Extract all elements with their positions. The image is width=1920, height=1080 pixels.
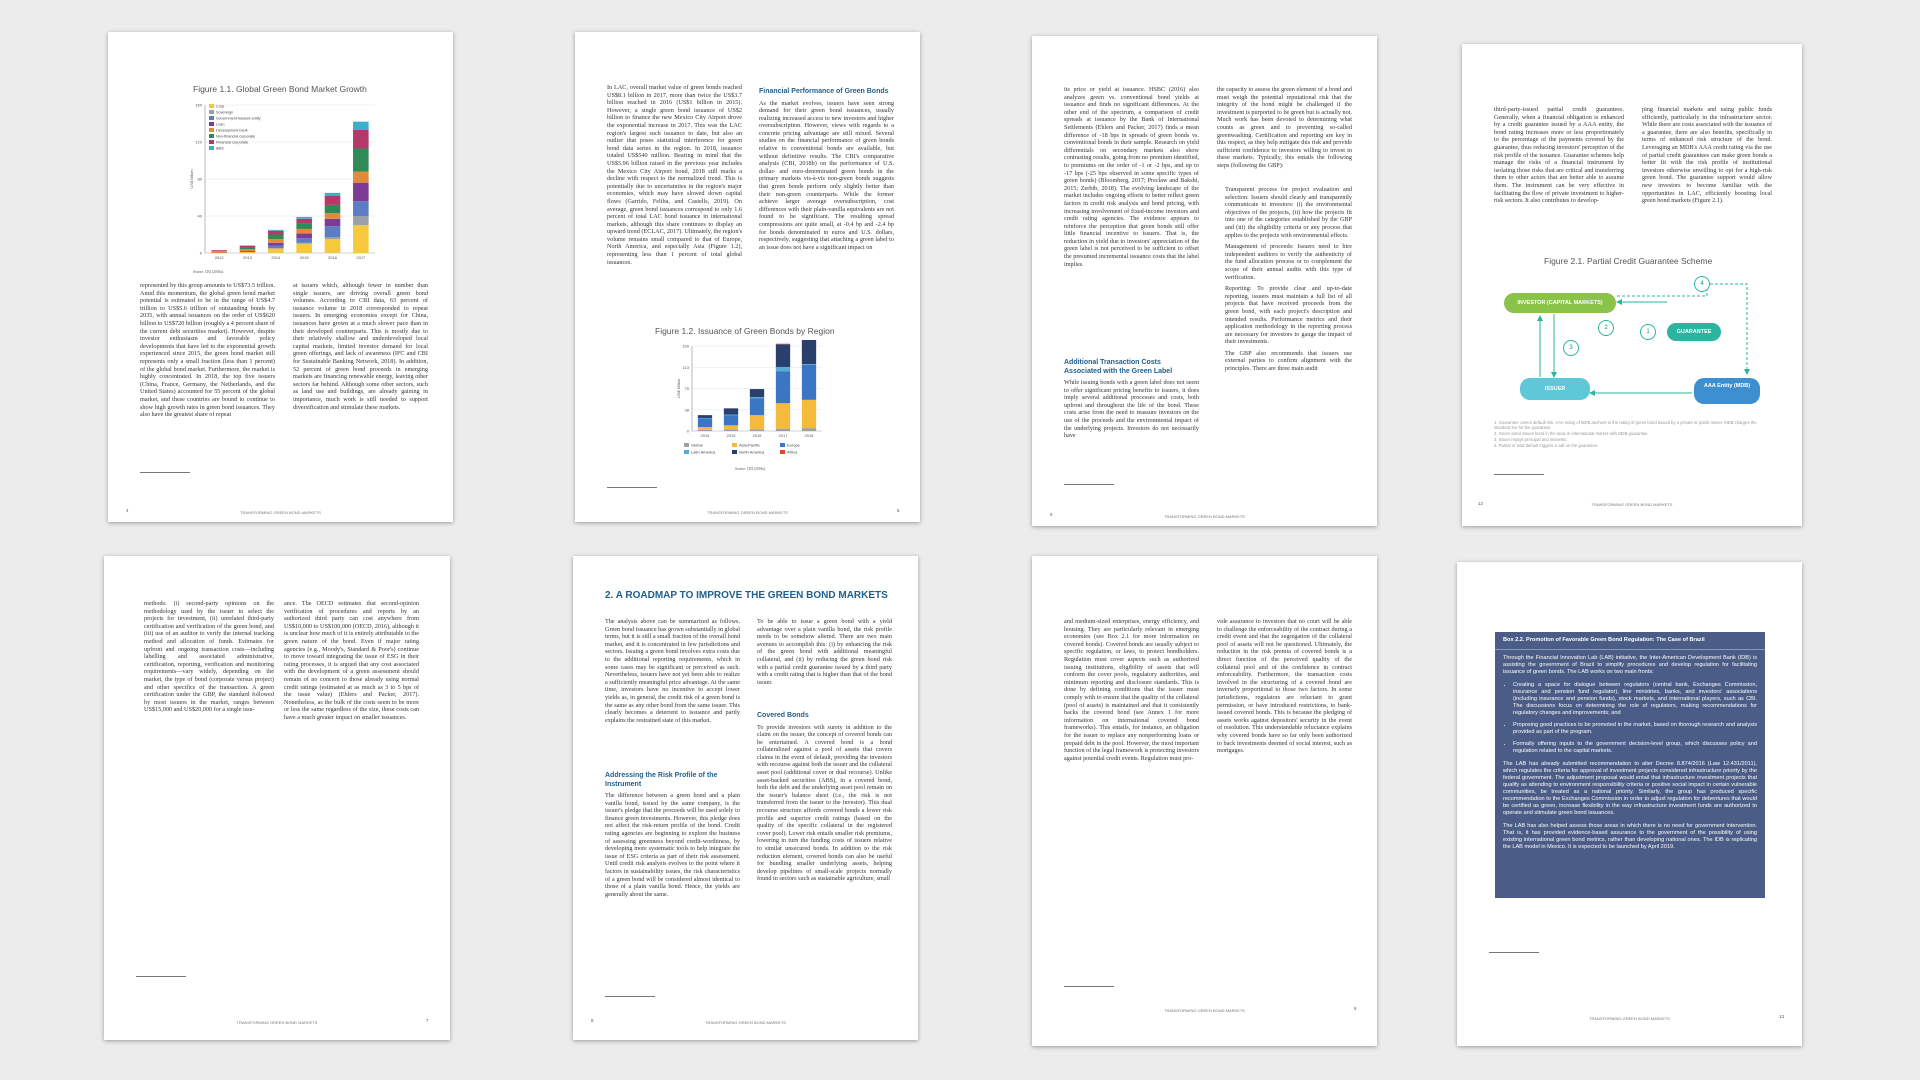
bar-segment-2018: [802, 428, 816, 431]
guarantee-scheme-arrows: [1462, 44, 1802, 526]
step-4-marker: 4: [1694, 276, 1710, 292]
page-number: 4: [126, 508, 129, 513]
global-green-bond-growth-chart: [183, 100, 383, 270]
bar-segment-2015: [724, 415, 738, 425]
step-2-marker: 2: [1598, 320, 1614, 336]
bar-segment-2017: [353, 201, 369, 216]
bar-segment-2016: [325, 237, 341, 239]
bullet-item: • Management of proceeds: Issuers need to hire independent auditors to verify the authenticity of the fund allocation process or to complement the scope of their annual audits with this type of verification.: [1225, 243, 1352, 281]
legend-swatch: [732, 450, 737, 454]
bar-segment-2015: [296, 229, 312, 234]
page-footer: TRANSFORMING GREEN BOND MARKETS: [707, 510, 788, 515]
bar-segment-2016: [325, 193, 341, 196]
legend-swatch: [684, 443, 689, 447]
chapter-title: 2. A ROADMAP TO IMPROVE THE GREEN BOND MARKETS: [605, 590, 888, 601]
bar-segment-2013: [240, 252, 256, 253]
x-tick-label: 2017: [356, 255, 366, 260]
guarantee-node: GUARANTEE: [1667, 323, 1721, 341]
legend-label: Sovereign: [216, 110, 234, 115]
y-tick-label: 160: [195, 102, 202, 108]
page-number: 9: [1354, 1006, 1357, 1011]
body-column-right: As the market evolves, issuers have seen strong demand for their green bond issuances, usually realizing increased access to new investors and higher oversubscription. However, views with regards to a concrete pricing advantage are still mixed. Several studies on the financial performance of green bonds relative to conventional bonds are available, but without definitive results. The CBI's comparative analysis (CBI, 2018b) on the performance of U.S. dollar- and euro-denominated green bonds in the primary markets vis-à-vis non-green bonds suggests that green bonds perform only slightly better than their non-green counterparts. While the former achieve larger average oversubscription, cost differences with their plain-vanilla equivalents are not found to be significant. The resulting spread compressions are quite small, at -0.4 bp and -2.4 bp for bonds denominated in euros and U.S. dollars, respectively, suggesting that attaching a green label to an issue does not have a significant impact on: [759, 99, 894, 251]
bar-segment-2014: [698, 418, 712, 419]
bar-segment-2016: [325, 219, 341, 226]
bar-segment-2018: [802, 364, 816, 365]
legend-swatch: [209, 116, 214, 120]
page-number: 12: [1478, 501, 1484, 506]
legend-label: Financial corporate: [216, 140, 249, 145]
bar-segment-2014: [268, 230, 284, 231]
legend-label: Europe: [787, 442, 800, 448]
bar-segment-2016: [750, 389, 764, 397]
footnote-rule: [1064, 986, 1114, 987]
bar-segment-2014: [698, 415, 712, 418]
section-heading: Additional Transaction Costs Associated with the Green Label: [1064, 359, 1173, 375]
bar-segment-2017: [353, 183, 369, 202]
right-column: [1217, 86, 1352, 451]
bar-segment-2015: [724, 429, 738, 431]
legend-label: ABS: [216, 146, 224, 151]
bar-segment-2016: [325, 205, 341, 213]
bar-segment-2015: [296, 217, 312, 219]
page-footer: TRANSFORMING GREEN BOND MARKETS: [1164, 514, 1245, 519]
figure-notes: [1494, 420, 1774, 449]
bar-segment-2012: [211, 251, 227, 253]
x-tick-label: 2015: [726, 433, 736, 438]
right-column: [757, 618, 892, 964]
body-column-right: the capacity to assess the green element of a bond and must weigh the potential reputational risk that the integrity of the bond might be challenged if the investment is purported to be green but is actually not. Much work has been devoted to determining what counts as green and to preventing so-called greenwashing. Certification and reporting are key in this respect, as they help mitigate this risk and provide sufficient confidence to investors willing to invest in these markets. Typically, this entails the following steps (following the GBP):: [1217, 86, 1352, 169]
legend-label: Loan: [216, 122, 225, 127]
bar-segment-2017: [353, 225, 369, 253]
body-column-left: In LAC, overall market value of green bonds reached US$8.1 billion in 2017, more than twice the US$3.7 billion reached in 2016 (US$1 billion in 2015). However, a single green bond issuance of US$2 billion to finance the new Mexico City Airport drove the exponential increase in 2017. This was the LAC region's largest such issuance to date, but also an outlier that poses statistical interference for green bond data series in the region. In 2018, issuance totaled US$540 million. Bearing in mind that the US$5.96 billion raised in the previous year includes the Mexico City Airport bond, 2018 still marks a decline with respect to the normalized trend. This is potentially due to uncertainties in the region's major economies, which may have slowed down capital flows (Garrido, Feliba, and Castells, 2019). On average, green bond issuances correspond to only 1.6 percent of total LAC bond issuance in international markets, although this share continues to display an upward trend (ECLAC, 2017). Ultimately, the region's volume remains small compared to that of Europe, North America, and especially Asia (Figure 1.2), representing less than 1 percent of total global issuances.: [607, 84, 742, 266]
box-bullet: • Proposing good practices to be promoted in the market, based on thorough research and analysis provided as part of the program.: [1513, 722, 1757, 736]
section-heading: Covered Bonds: [757, 712, 809, 719]
bar-segment-2017: [776, 429, 790, 431]
legend-swatch: [732, 443, 737, 447]
bar-segment-2016: [325, 239, 341, 253]
bar-segment-2015: [724, 415, 738, 416]
page-number: 6: [1050, 512, 1053, 517]
chart-source: Source: CBI (2018a).: [193, 270, 224, 274]
legend-swatch: [780, 443, 785, 447]
x-tick-label: 2015: [299, 255, 309, 260]
legend-swatch: [780, 450, 785, 454]
page-number: 13: [1779, 1014, 1785, 1019]
bar-segment-2017: [353, 148, 369, 171]
bar-segment-2014: [268, 248, 284, 253]
x-tick-label: 2018: [804, 433, 814, 438]
bar-segment-2015: [296, 223, 312, 229]
figure-1-1-title: Figure 1.1. Global Green Bond Market Growth: [193, 84, 367, 94]
body-column-right: ping financial markets and using public funds efficiently, particularly in the infrastructure sector. While there are costs associated with the issuance of a guarantee, there are also benefits, specifically in terms of enhanced risk structure of the bond. Leveraging an MDB's AAA credit rating via the use of partial credit guarantees can make green bonds a better fit with the risk profile of institutional investors otherwise unwilling to opt for a high-risk green bond. The guarantee support would allow new investors to become familiar with the opportunities in LAC, efficiently boosting local green bond markets (Figure 2.1).: [1642, 106, 1772, 205]
x-tick-label: 2014: [700, 433, 710, 438]
bar-segment-2016: [750, 415, 764, 429]
investor-node: INVESTOR (CAPITAL MARKETS): [1504, 293, 1616, 313]
page-footer: TRANSFORMING GREEN BOND MARKETS: [240, 510, 321, 515]
chart-source: Source: CBI (2018a).: [735, 467, 766, 471]
bar-segment-2017: [776, 344, 790, 345]
bar-segment-2017: [776, 344, 790, 367]
bar-segment-2018: [802, 400, 816, 428]
document-page-12: [1462, 44, 1802, 526]
bar-segment-2012: [211, 250, 227, 251]
box-paragraph: The LAB has already submitted recommendation to alter Decree 8.874/2016 (Law 12.431/2011), which regulates the criteria for approval of investment projects considered infrastructure priority by the federal government. The adjustment proposal would entail that infrastructure investment projects that qualify as attending to environment responsibility criteria or positive social impact in certain vulnerable communities, be treated as a national priority. Similarly, the group has produced specific recommendation to the Exchanges Commission in order to adjust regulation for debentures that would be certified as green, increase flexibility in the way infrastructure investment funds are authorized to operate and stimulate green bond issuances.: [1503, 761, 1757, 816]
page-number: 5: [897, 508, 900, 513]
bar-segment-2015: [724, 425, 738, 429]
footnote-rule: [136, 976, 186, 977]
legend-label: Non-financial corporate: [216, 134, 256, 139]
bar-segment-2017: [353, 122, 369, 130]
document-page-9: [1032, 556, 1377, 1046]
bar-segment-2017: [776, 403, 790, 429]
body-column-left: The analysis above can be summarized as follows. Green bond issuance has grown substantially in global terms, but it is still a small fraction of the overall bond market, and it is concentrated in few jurisdictions and sectors. Issuing a green bond involves extra costs due to the additional reporting requirements, which in some cases may be significant or perceived as such. Nevertheless, issuers have not yet been able to realize a sufficiently meaningful price advantage. At the same time, investors have no incentive to accept lower yields as, in general, the credit risk of a green bond is the same as any other bond from the same issuer. This clearly becomes a deterrent to issuance and partly explains the restrained state of this market.: [605, 618, 740, 724]
y-axis-label: US$ billion: [676, 378, 681, 399]
y-tick-label: 38: [684, 407, 689, 413]
legend-label: North America: [739, 449, 765, 455]
bullet-item: • Transparent process for project evaluation and selection: Issuers should clearly and transparently communicate to investors: (i) the environmental objectives of the projects, (ii) how the projects fit into one of the categories established by the GBP and (iii) the eligibility criteria or any process that applies to the projects with environmental effects.: [1225, 186, 1352, 239]
bar-segment-2014: [268, 243, 284, 246]
body-column-left: third-party-issued partial credit guarantees. Generally, when a financial obligation is enhanced by a credit guarantee issued by a AAA entity, the bond rating increases more or less proportionately to the percentage of the payments covered by the guarantee, thus reducing investors' perception of the risk profile of the issuance. Guarantee schemes help manage the risks of a financial instrument by isolating those risks that are critical and transferring them to other actors that are better able to assume them. The instrument can be very effective in facilitating the flow of private investment to higher-risk sectors. It also contributes to develop-: [1494, 106, 1624, 205]
bar-segment-2014: [268, 235, 284, 240]
box-paragraph: Through the Financial Innovation Lab (LAB) initiative, the Inter-American Development Bank (IDB) is assisting the government of Brazil to simplify procedures and develop regulation for facilitating issuance of green bonds. The LAB works on two main fronts:: [1503, 655, 1757, 675]
body-column-right-2: To provide investors with surety in addition to the claim on the issuer, the concept of covered bonds can be entertained. A covered bond is a bond collateralized against a pool of assets that covers claims in the event of default, providing the investors with recourse against both the issuer and the collateral asset pool (additional cover or dual recourse). Unlike asset-backed securities (ABS), in a covered bond, both the debt and the underlying asset pool remain on the issuer's balance sheet (i.e., the risk is not transferred from the issuer to the investor). This dual recourse structure affords covered bonds a lower risk profile and superior credit ratings (based on the quality of the specific collateral in the registered cover pool). Lower risk entails smaller risk premiums, lowering in turn the funding costs of issuers relative to similar unsecured bonds. In addition to the risk reduction element, covered bonds can also be useful for bundling smaller underlying assets, helping develop pipelines of small-scale projects normally found in sectors such as sustainable agriculture, small: [757, 723, 892, 883]
bar-segment-2016: [750, 397, 764, 398]
document-page-6: [1032, 36, 1377, 526]
document-page-13: [1457, 562, 1802, 1046]
bar-segment-2017: [776, 372, 790, 404]
bar-segment-2015: [296, 244, 312, 253]
bar-segment-2014: [268, 246, 284, 249]
legend-swatch: [209, 122, 214, 126]
footnote-rule: [1489, 952, 1539, 953]
box-title: Box 2.2. Promotion of Favorable Green Bond Regulation: The Case of Brazil: [1495, 632, 1765, 650]
y-tick-label: 80: [197, 176, 202, 182]
body-column-left: its price or yield at issuance. HSBC (2016) also analyzes green vs. conventional bond yields at issuance and finds no significant differences. At the other end of the spectrum, a comparison of credit spreads at issuance by the Bank of International Settlements (Ehlers and Packer, 2017) finds a mean difference of -18 bps in spreads of green bonds vs. conventional bonds in their sample. Research on yield differentials on secondary markets also show contrasting results, going from no premium identified, to premiums on the order of -1 or -2 bps, and up to -17 bps (-25 bps observed in some specific types of green bonds) (Bloomberg, 2017; Preclaw and Bakshi, 2015; Zerbib, 2018). The evolving landscape of the market includes ongoing efforts to better reflect green factors in credit risk analysis and bond pricing, with increasing involvement of fixed-income investors and credit rating agencies. The evidence appears to reinforce the perception that green bonds still offer little financial incentive to issuers. That is, the reduction in yield due to investors' appreciation of the green label is not perceived to be sufficient to offset the presumed incremental issuance costs that the label implies.: [1064, 86, 1199, 268]
aaa-entity-node: AAA Entity (MDB): [1694, 378, 1760, 404]
step-3-marker: 3: [1563, 340, 1579, 356]
x-tick-label: 2016: [752, 433, 762, 438]
bar-segment-2014: [698, 427, 712, 430]
footnote-rule: [1064, 484, 1114, 485]
bar-segment-2014: [268, 239, 284, 243]
body-column-right: To be able to issue a green bond with a yield advantage over a plain vanilla bond, the risk profile needs to be somehow altered. There are two main avenues to accomplish this: (i) by enhancing the risk of the green bond with additional meaningful collateral, and (ii) by reducing the green bond risk with a partial credit guarantee issued by a third party with a credit rating that is higher than that of the bond issuer.: [757, 618, 892, 686]
legend-label: Latin America: [691, 449, 716, 455]
y-tick-label: 0: [199, 250, 202, 256]
bar-segment-2017: [353, 172, 369, 183]
legend-label: Asia-Pacific: [739, 442, 760, 448]
legend-swatch: [209, 146, 214, 150]
body-column-right: ance. The OECD estimates that second-opinion verification of procedures and reports by an authorized third party can cost anywhere from US$10,000 to US$100,000 (OECD, 2016), although it is unclear how much of it is entirely attributable to the green nature of the bond. Even if major rating agencies (e.g., Moody's, Standard & Poor's) continue to move toward integrating the issue of ESG in their rating processes, it is argued that any cost associated with the development of a green assessment should remain of no concern to those already using normal credit ratings (estimated at as much as 3 to 5 bps of the issue value) (Ehlers and Packer, 2017). Nonetheless, as the bulk of the costs seem to be more or less the same regardless of the size, these costs can have a much greater impact on smaller issuances.: [284, 600, 419, 721]
body-column-left-2: While issuing bonds with a green label does not seem to offer significant pricing benefits to issuers, it does imply several additional processes and costs, both upfront and throughout the life of the bond. These costs arise from the need to reassure investors on the use of the proceeds and the environmental impact of the underlying projects. Investors do not necessarily have: [1064, 379, 1199, 440]
bullet-item: • The GBP also recommends that issuers use external parties to confirm alignment with the principles. There are three main audit: [1225, 350, 1352, 373]
green-bond-issuance-by-region-chart: [670, 340, 830, 465]
figure-note: 3. Issuer repays principal and interests.: [1494, 437, 1567, 443]
legend-label: Global: [691, 442, 703, 448]
bar-segment-2018: [802, 340, 816, 364]
bar-segment-2016: [325, 226, 341, 237]
y-tick-label: 75: [684, 386, 689, 391]
section-heading: Addressing the Risk Profile of the Instrument: [605, 772, 718, 788]
legend-swatch: [209, 134, 214, 138]
bar-segment-2018: [802, 365, 816, 400]
box-2-2: [1495, 632, 1765, 898]
step-1-marker: 1: [1640, 324, 1656, 340]
bar-segment-2015: [724, 408, 738, 414]
bar-segment-2013: [240, 249, 256, 251]
bar-segment-2016: [325, 213, 341, 219]
page-number: 8: [591, 1018, 594, 1023]
y-tick-label: 150: [682, 343, 689, 349]
page-footer: TRANSFORMING GREEN BOND MARKETS: [236, 1020, 318, 1025]
x-tick-label: 2012: [214, 255, 224, 260]
y-tick-label: 120: [195, 139, 202, 145]
body-column-left: represented by this group amounts to US$73.5 trillion. Amid this momentum, the global green bond market potential is estimated to be in the range of US$4.7 trillion to US$5.6 trillion of outstanding bonds by 2035, with annual issuances on the order of US$620 billion to US$720 billion (roughly a 4 percent share of the current debt securities market). However, despite investor enthusiasm and favorable policy developments that have led to the exponential growth experienced since 2015, the green bond market still represents only a small fraction (less than 1 percent) of the global bond market. Furthermore, the market is highly concentrated. In 2018, the top five issuers (China, France, Germany, the Netherlands, and the United States) accounted for 55 percent of the global market, and these countries are bound to continue to show high growth rates in green bond issuances. They also have the greatest share of repeat: [140, 282, 275, 419]
bullet-list: [1217, 186, 1352, 451]
body-column-left: and medium-sized enterprises, energy efficiency, and housing. They are particularly relevant in emerging economies (see Box 2.1 for more information on covered bonds). Covered bonds are usually subject to specific regulation, or laws, to protect bondholders. Regulation must cover aspects such as authorized issuing institutions, eligibility of assets that will conform the cover pools, regulatory authorities, and minimum reporting and disclosure standards. This is done by defining conditions that the issuer must comply with to ensure that the quality of the collateral (pool of assets) is maintained and that it consistently backs the covered bond (see Annex 1 for more information on international covered bond frameworks). This entails, for instance, an obligation for the issuer to replace any nonperforming loans or prepaid debt in the pool. However, the most important function of the legal framework is protecting investors against potential credit events. Regulation must pro-: [1064, 618, 1199, 762]
footnote-rule: [607, 487, 657, 488]
document-page-4: [108, 32, 453, 522]
legend-swatch: [209, 104, 214, 108]
y-axis-label: US$ billion: [189, 169, 194, 189]
body-column-left: methods: (i) second-party opinions on the methodology used by the issuer to select the projects for investment, (ii) unrelated third-party certification and verification of the green bond, and (iii) use of an auditor to verify the internal tracking method and allocation of funds. Estimates for upfront and ongoing transaction costs—including labelling and associated administrative, certification, reporting, verification and monitoring requirements—vary widely, depending on the market, the type of bond (corporate versus project) and other specifics of the transaction. A green certification under the GBP, the standard followed by most issuers in the market, ranges between US$15,000 and US$20,000 for a single issu-: [144, 600, 274, 714]
page-footer: TRANSFORMING GREEN BOND MARKETS: [1591, 502, 1673, 507]
document-page-8: [573, 556, 918, 1040]
x-tick-label: 2017: [778, 433, 788, 438]
bar-segment-2015: [296, 238, 312, 243]
document-page-7: [104, 556, 450, 1040]
y-tick-label: 113: [682, 364, 689, 370]
body-column-right: at issuers which, although fewer in number than single issuers, are driving overall green bond volumes. According to CBI data, 63 percent of issuance volume in 2018 corresponded to repeat issuers. In emerging economies except for China, issuances have grown at a much slower pace than in their developed counterparts. This is mostly due to their relatively shallow and underdeveloped local capital markets, limited investor demand for local green offerings, and lack of awareness (IFC and CBI for Sustainable Banking Network, 2018). In addition, 52 percent of green bond proceeds in emerging markets are financing renewable energy, leaving other sectors far behind. Although some other sectors, such as land use and buildings, are already gaining in importance, much work is still needed to support diversification and stimulate these markets.: [293, 282, 428, 411]
page-footer: TRANSFORMING GREEN BOND MARKETS: [1589, 1016, 1670, 1021]
bar-segment-2013: [240, 246, 256, 248]
figure-note: 1. Guarantee covers default risk. AAA rating of MDB anchors to the rating of green bond issued by a private or public issuer. MDB charges the standard fee for the guarantee.: [1494, 420, 1757, 431]
legend-label: Corp: [216, 104, 225, 109]
bar-segment-2015: [296, 219, 312, 224]
bar-segment-2016: [750, 398, 764, 415]
bar-segment-2014: [268, 231, 284, 235]
legend-label: Government-backed entity: [216, 116, 261, 121]
legend-swatch: [209, 140, 214, 144]
bar-segment-2015: [296, 234, 312, 239]
left-column: [1064, 86, 1199, 449]
section-heading: Financial Performance of Green Bonds: [759, 88, 889, 95]
bar-segment-2014: [698, 430, 712, 431]
bar-segment-2015: [296, 243, 312, 244]
page-number: 7: [426, 1018, 429, 1023]
x-tick-label: 2016: [328, 255, 337, 260]
figure-1-2-title: Figure 1.2. Issuance of Green Bonds by Region: [655, 326, 835, 336]
x-tick-label: 2014: [271, 255, 281, 260]
footnote-rule: [140, 472, 190, 473]
body-column-left-2: The difference between a green bond and a plain vanilla bond, issued by the same company, is the issuer's pledge that the proceeds will be used solely to finance green investments. However, this pledge does not affect the risk-return profile of the bond. Credit rating agencies are beginning to explore the business of assessing greenness beyond credit-worthiness, by developing more systematic tools to help integrate the issue of ESG criteria as part of their risk assessment. Until credit risk analysis evolves to the point where it factors in sustainability issues, the risk characteristics of a green bond will be considered almost identical to those of a plain vanilla bond. Hence, the yields are generally about the same.: [605, 792, 740, 898]
right-column: [759, 84, 894, 310]
figure-note: 2. Green bond issues bond in the local or international market with MDB guarantee.: [1494, 431, 1649, 437]
y-tick-label: 40: [197, 213, 202, 219]
bar-segment-2017: [353, 130, 369, 149]
legend-swatch: [209, 110, 214, 114]
figure-note: 4. Partial or total default triggers a call on the guarantee.: [1494, 443, 1599, 449]
legend-swatch: [684, 450, 689, 454]
box-paragraph: The LAB has also helped assess those areas in which there is no need for government intervention. That is, it has provided evidence-based assurance to the government of the possibility of using existing international green bond metrics, rather than developing national ones. The IDB is replicating the LAB model in Mexico. It is expected to be launched by April 2019.: [1503, 823, 1757, 850]
bar-segment-2017: [776, 367, 790, 372]
footnote-rule: [1494, 474, 1544, 475]
box-bullet: • Creating a space for dialogue between regulators (central bank, Exchanges Commission, insurance and pension fund regulator), line ministries, banks, and investors' associations (including insurance and pension funds), stock markets, and international players, such as CBI. The discussions focus on determining the role of regulators, making recommendations for regulatory changes and improvements; and: [1513, 682, 1757, 717]
bar-segment-2016: [750, 429, 764, 431]
box-bullet-list: [1503, 682, 1757, 755]
bar-segment-2017: [353, 216, 369, 225]
page-footer: TRANSFORMING GREEN BOND MARKETS: [705, 1020, 786, 1025]
bar-segment-2013: [240, 247, 256, 249]
legend-label: Development bank: [216, 128, 248, 133]
x-tick-label: 2013: [243, 255, 252, 260]
box-bullet: • Formally offering inputs to the government decision-level group, which discusses policy and regulation related to the capital markets.: [1513, 741, 1757, 755]
issuer-node: ISSUER: [1520, 378, 1590, 400]
legend-swatch: [209, 128, 214, 132]
document-page-5: [575, 32, 920, 522]
bar-segment-2014: [698, 419, 712, 428]
page-footer: TRANSFORMING GREEN BOND MARKETS: [1164, 1008, 1245, 1013]
box-body: [1495, 650, 1765, 862]
y-tick-label: 0: [686, 428, 689, 434]
left-column: [605, 618, 740, 957]
bar-segment-2013: [240, 251, 256, 252]
legend-label: Africa: [787, 449, 798, 455]
footnote-rule: [605, 996, 655, 997]
figure-2-1-title: Figure 2.1. Partial Credit Guarantee Scheme: [1544, 256, 1713, 266]
bar-segment-2016: [325, 196, 341, 205]
bullet-item: • Reporting: To provide clear and up-to-date reporting, issuers must maintain a full list of all projects that have received proceeds from the green bond, with each project's description and intended results. Performance metrics and their application methodology in the reporting process are necessary for investors to gauge the impact of their investments.: [1225, 285, 1352, 346]
body-column-right: vide assurance to investors that no court will be able to challenge the enforceability of the contract during a credit event and that the segregation of the collateral pool of assets will not be questioned. Ultimately, the reduction in the risk premia of covered bonds is a direct function of the perceived quality of the collateral pool and of the confidence in contract enforceability. Furthermore, the transaction costs involved in the structuring of a covered bond are inversely proportional to those two factors. In some jurisdictions, regulators are reluctant to grant permission, or have introduced restrictions, to bank-issued covered bonds. This is because the pledging of assets works against depositors' security in the event of resolution. This understandable reluctance explains why covered bonds have so far only been authorized to back investments deemed of social interest, such as mortgages.: [1217, 618, 1352, 755]
